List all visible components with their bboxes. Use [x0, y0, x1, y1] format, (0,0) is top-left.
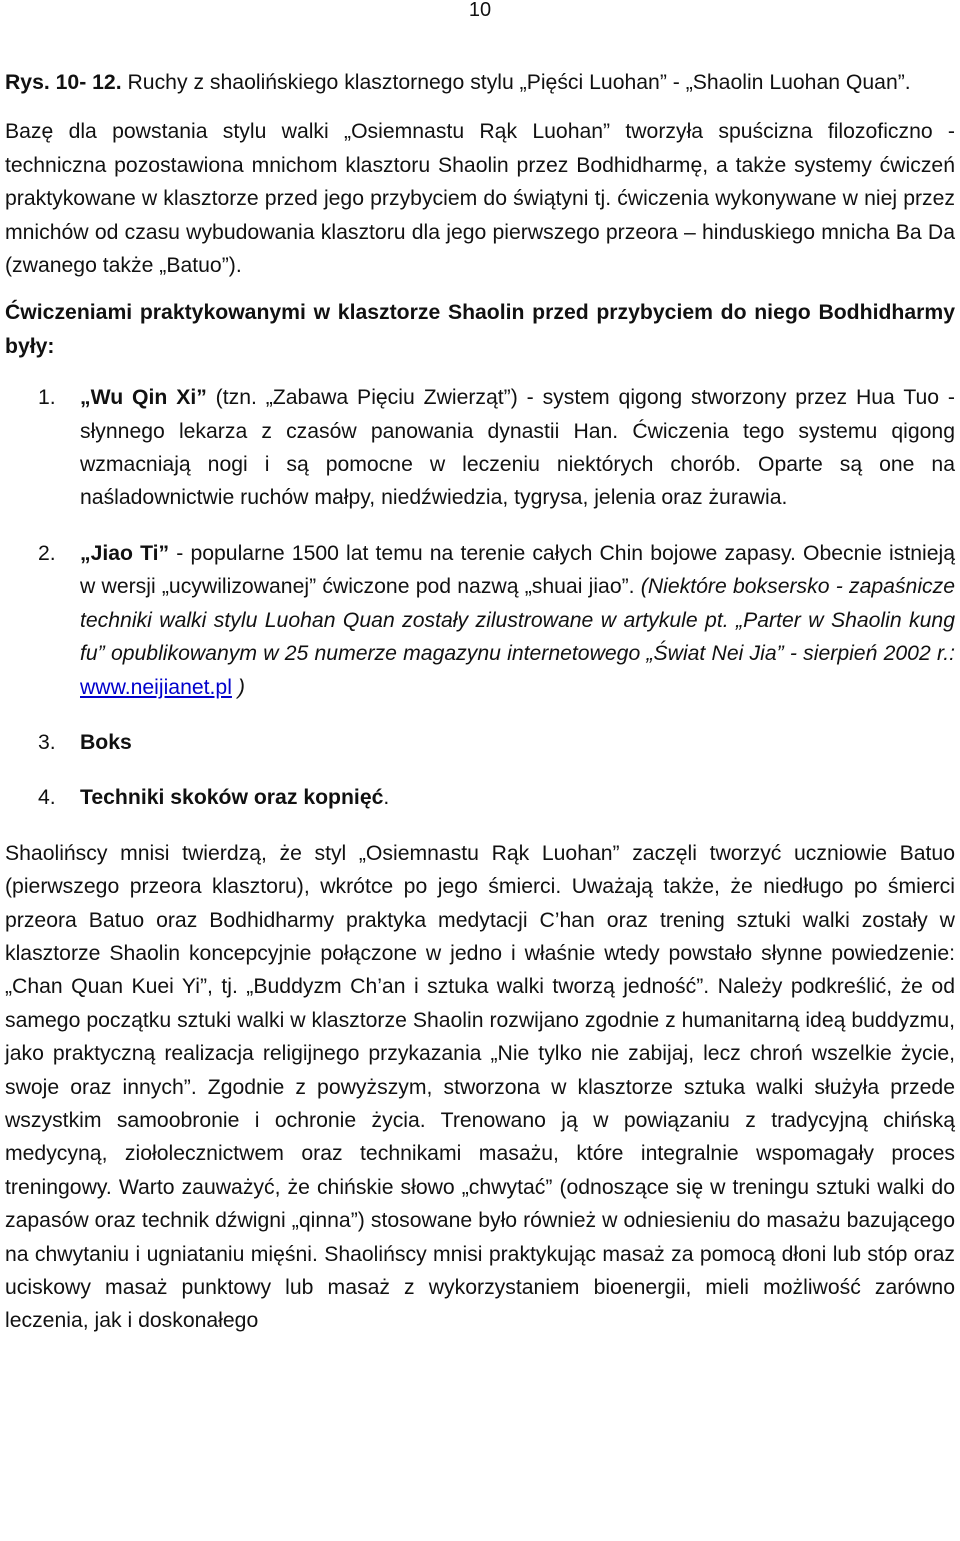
list-item-title: Techniki skoków oraz kopnięć	[80, 786, 384, 810]
list-item-title: Boks	[80, 730, 132, 754]
intro-paragraph: Bazę dla powstania stylu walki „Osiemnastu Rąk Luohan” tworzyła spuścizna filozoficzno - techniczna pozostawiona mnichom klasztoru Shaolin przez Bodhidharmę, a także systemy ćwiczeń praktykowane w klasztorze przed jego przybyciem do świątyni tj. ćwiczenia wykonywane w niej przez mnichów od czasu wybudowania klasztoru dla jego pierwszego przeora – hinduskiego mnicha Ba Da (zwanego także „Batuo”).	[5, 120, 955, 278]
list-item-text: (tzn. „Zabawa Pięciu Zwierząt”) - system qigong stworzony przez Hua Tuo - słynnego lekarza z czasów panowania dynastii Han. Ćwiczenia tego systemu qigong wzmacniają nogi i są pomocne w leczeniu niektórych chorób. Oparte są one na naśladownictwie ruchów małpy, niedźwiedzia, tygrysa, jelenia oraz żurawia.	[80, 386, 955, 510]
list-item-text: - popularne 1500 lat temu na terenie całych Chin bojowe zapasy. Obecnie istnieją w wersji „ucywilizowanej” ćwiczone pod nazwą „shuai jiao”.	[80, 541, 955, 599]
list-item-number: 2.	[38, 541, 56, 565]
list-item	[5, 381, 955, 515]
list-item-number: 3.	[38, 730, 56, 754]
document-body	[5, 66, 955, 1338]
list-item-text: .	[383, 786, 390, 810]
neijianet-link[interactable]: www.neijianet.pl	[80, 675, 232, 699]
figure-caption	[5, 66, 955, 99]
closing-paragraph: Shaolińscy mnisi twierdzą, że styl „Osiemnastu Rąk Luohan” zaczęli tworzyć uczniowie Batuo (pierwszego przeora klasztoru), wkrótce po jego śmierci. Uważają także, że niedługo po śmierci przeora Batuo oraz Bodhidharmy praktyka medytacji C’han oraz trening sztuki walki zostały w klasztorze Shaolin koncepcyjnie połączone w jedno i właśnie wtedy powstało słynne powiedzenie: „Chan Quan Kuei Yi”, tj. „Buddyzm Ch’an i sztuka walki tworzą jedność”. Należy podkreślić, że od samego początku sztuki walki w klasztorze Shaolin rozwijano zgodnie z humanitarną ideą buddyzmu, jako praktyczną realizacja religijnego przykazania „Nie tylko nie zabijaj, lecz chroń wszelkie życie, swoje oraz innych”. Zgodnie z powyższym, stworzona w klasztorze sztuka walki służyła przede wszystkim samoobronie i ochronie życia. Trenowano ją w powiązaniu z tradycyjną chińską medycyną, ziołolecznictwem oraz technikami masażu, które integralnie wspomagały proces treningowy. Warto zauważyć, że chińskie słowo „chwytać” (odnoszące się w treningu sztuki walki do zapasów oraz technik dźwigni „qinna”) stosowane było również w odniesieniu do masażu bazującego na chwytaniu i ugniataniu mięśni. Shaolińscy mnisi praktykując masaż za pomocą dłoni lub stóp oraz uciskowy masaż punktowy lub masaż z wykorzystaniem bioenergii, mieli możliwość zarówno leczenia, jak i doskonałego	[5, 841, 955, 1333]
figure-caption-text: Ruchy z shaolińskiego klasztornego stylu „Pięści Luohan” - „Shaolin Luohan Quan”.	[121, 71, 911, 94]
list-item-number: 4.	[38, 786, 56, 810]
list-item-number: 1.	[38, 386, 56, 410]
page-number: 10	[468, 0, 492, 21]
list-item-title: „Jiao Ti”	[80, 541, 170, 565]
figure-label: Rys. 10- 12.	[5, 71, 122, 94]
list-item-note-end: )	[231, 675, 245, 699]
list-item	[5, 781, 955, 814]
list-item	[5, 726, 955, 759]
list-item-title: „Wu Qin Xi”	[80, 386, 207, 410]
exercise-list	[5, 381, 955, 814]
section-heading: Ćwiczeniami praktykowanymi w klasztorze Shaolin przed przybyciem do niego Bodhidharmy były:	[5, 301, 955, 358]
list-item	[5, 537, 955, 704]
list-item-note: (Niektóre boksersko - zapaśnicze techniki walki stylu Luohan Quan zostały zilustrowane w artykule pt. „Parter w Shaolin kung fu” opublikowanym w 25 numerze magazynu internetowego „Świat Nei Jia” - sierpień 2002 r.:	[80, 575, 955, 666]
